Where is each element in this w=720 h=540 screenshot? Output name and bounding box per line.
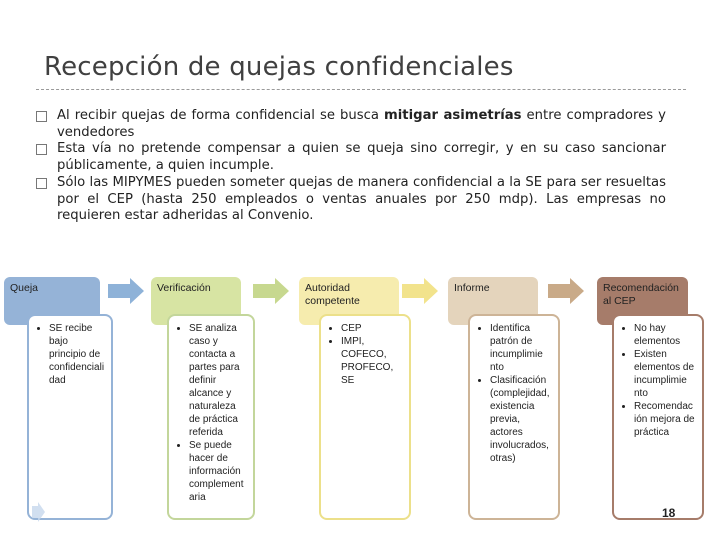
page-number: 18 xyxy=(662,506,676,520)
arrow-right-icon xyxy=(253,278,289,304)
step-header-queja: Queja xyxy=(4,277,100,325)
step-body-autoridad xyxy=(319,314,411,520)
arrow-right-icon xyxy=(108,278,144,304)
list-item: • Se puede hacer de información complement aria xyxy=(189,439,247,504)
page-title: Recepción de quejas confidenciales xyxy=(44,52,514,82)
title-divider xyxy=(36,89,686,90)
step-header-informe: Informe xyxy=(448,277,538,325)
bullet-item: Al recibir quejas de forma confidencial se busca mitigar asimetrías entre compradores y vendedores xyxy=(36,108,666,141)
list-item: • Clasificación (complejidad, existencia previa, actores involucrados, otras) xyxy=(490,374,552,465)
step-body-recomendacion xyxy=(612,314,704,520)
list-item: • SE analiza caso y contacta a partes para definir alcance y naturaleza de práctica referida xyxy=(189,322,247,439)
checkbox-bullet-icon xyxy=(36,178,47,189)
step-body-verificacion xyxy=(167,314,255,520)
step-body-informe xyxy=(468,314,560,520)
arrow-right-icon xyxy=(548,278,584,304)
list-item: • Identifica patrón de incumplimie nto xyxy=(490,322,552,374)
checkbox-bullet-icon xyxy=(36,144,47,155)
step-header-verificacion: Verificación xyxy=(151,277,241,325)
arrow-right-icon xyxy=(402,278,438,304)
list-item: • SE recibe bajo principio de confidenciali dad xyxy=(49,322,105,387)
list-item: • Recomendac ión mejora de práctica xyxy=(634,400,696,439)
step-header-autoridad: Autoridad competente xyxy=(299,277,399,325)
list-item: • Existen elementos de incumplimie nto xyxy=(634,348,696,400)
step-body-queja xyxy=(27,314,113,520)
checkbox-bullet-icon xyxy=(36,111,47,122)
bullet-item: Sólo las MIPYMES pueden someter quejas de manera confidencial a la SE para ser resueltas por el CEP (hasta 250 empleados o ventas anuales por 250 mdp). Las empresas no requieren estar adheridas al Convenio. xyxy=(36,175,666,225)
bullet-list xyxy=(36,108,666,225)
list-item: • CEP xyxy=(341,322,403,335)
step-header-recomendacion: Recomendación al CEP xyxy=(597,277,688,325)
bullet-item: Esta vía no pretende compensar a quien se queja sino corregir, y en su caso sancionar públicamente, a quien incumple. xyxy=(36,141,666,174)
list-item: • IMPI, COFECO, PROFECO, SE xyxy=(341,335,403,387)
list-item: • No hay elementos xyxy=(634,322,696,348)
